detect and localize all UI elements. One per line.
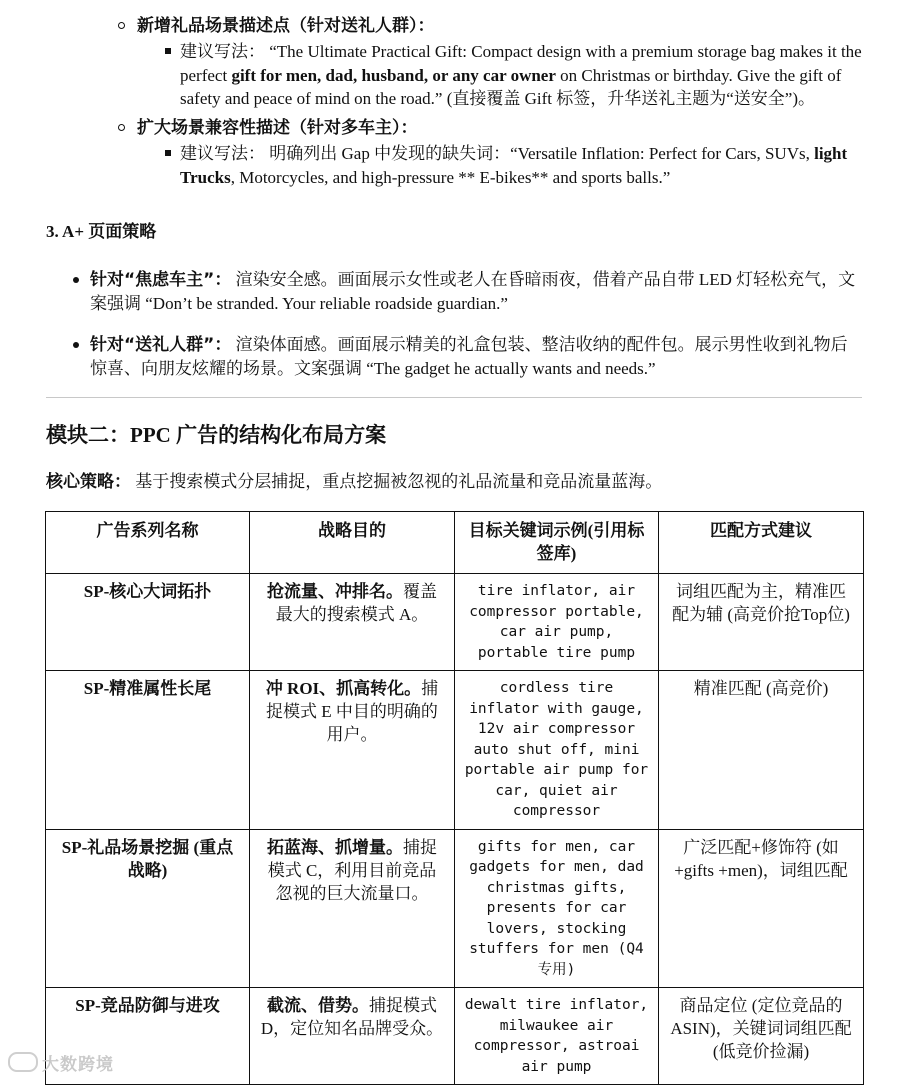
- module-title: 模块二：PPC 广告的结构化布局方案: [46, 423, 387, 447]
- purpose-text: 捕捉模式 C，利用目前竞品忽视的巨大流量口。: [267, 837, 437, 903]
- list-item: [90, 268, 860, 315]
- purpose-cell: [250, 574, 455, 671]
- purpose-text: 覆盖最大的搜索模式 A。: [275, 582, 437, 624]
- gift-scenario-section: [115, 14, 875, 189]
- campaign-name-cell: SP-核心大词拓扑: [46, 574, 250, 671]
- keywords-cell: tire inflator, air compressor portable, car air pump, portable tire pump: [455, 574, 659, 671]
- list-item-title: 扩大场景兼容性描述（针对多车主）：: [137, 118, 418, 138]
- circle-bullet-icon: [118, 22, 125, 29]
- purpose-cell: [250, 988, 455, 1085]
- campaign-name-cell: SP-精准属性长尾: [46, 671, 250, 830]
- keywords-cell: cordless tire inflator with gauge, 12v air compressor auto shut off, mini portable air pump for car, quiet air compressor: [455, 671, 659, 830]
- suggestion-text: on Christmas or birthday. Give the gift of safety and peace of mind on the road.” (直接覆盖 Gift 标签，升华送礼主题为“送安全”)。: [180, 66, 842, 108]
- bullet-bold-label: 针对“焦虑车主”：: [90, 270, 232, 290]
- list-item-title: 新增礼品场景描述点（针对送礼人群）：: [137, 16, 435, 36]
- core-strategy-label: 核心策略：: [46, 472, 131, 492]
- keywords-cell: gifts for men, car gadgets for men, dad christmas gifts, presents for car lovers, stocking stuffers for men (Q4 专用): [455, 829, 659, 988]
- suggestion-bold: gift for men, dad, husband, or any car owner: [231, 66, 556, 85]
- list-item: [90, 333, 860, 380]
- list-item: [115, 14, 875, 110]
- purpose-bold: 抢流量、冲排名。: [267, 582, 403, 601]
- bullet-icon: [73, 277, 79, 283]
- square-bullet-icon: [165, 48, 171, 54]
- purpose-text: 捕捉模式 D，定位知名品牌受众。: [260, 996, 444, 1038]
- list-item: [115, 116, 875, 189]
- list-subitem: [180, 142, 875, 189]
- column-header: 广告系列名称: [46, 512, 250, 574]
- keywords-cell: dewalt tire inflator, milwaukee air compressor, astroai air pump: [455, 988, 659, 1085]
- match-cell: 广泛匹配+修饰符 (如 +gifts +men)，词组匹配: [659, 829, 864, 988]
- watermark: [8, 1052, 114, 1077]
- column-header: 匹配方式建议: [659, 512, 864, 574]
- list-subitem: [180, 40, 875, 110]
- purpose-text: 捕捉模式 E 中目的明确的用户。: [266, 679, 439, 744]
- suggestion-text: 明确列出 Gap 中发现的缺失词：“Versatile Inflation: Perfect for Cars, SUVs,: [265, 144, 815, 163]
- section-divider: [46, 397, 862, 398]
- square-bullet-icon: [165, 150, 171, 156]
- core-strategy-text: 基于搜索模式分层捕捉，重点挖掘被忽视的礼品流量和竞品流量蓝海。: [131, 472, 663, 491]
- aplus-heading: 3. A+ 页面策略: [46, 222, 157, 241]
- table-row: [46, 574, 864, 671]
- column-header: 目标关键词示例(引用标签库): [455, 512, 659, 574]
- table-header-row: [46, 512, 864, 574]
- purpose-bold: 拓蓝海、抓增量。: [267, 837, 403, 857]
- suggestion-text: , Motorcycles, and high-pressure ** E-bikes** and sports balls.”: [230, 168, 671, 187]
- match-cell: 词组匹配为主，精准匹配为辅 (高竞价抢Top位): [659, 574, 864, 671]
- table-row: [46, 829, 864, 988]
- match-cell: 精准匹配 (高竞价): [659, 671, 864, 830]
- match-cell: 商品定位 (定位竞品的 ASIN)，关键词词组匹配 (低竞价捡漏): [659, 988, 864, 1085]
- column-header: 战略目的: [250, 512, 455, 574]
- circle-bullet-icon: [118, 124, 125, 131]
- ppc-structure-table: [45, 511, 864, 1085]
- purpose-cell: [250, 829, 455, 988]
- purpose-cell: [250, 671, 455, 830]
- campaign-name-cell: SP-礼品场景挖掘 (重点战略): [46, 829, 250, 988]
- table-row: [46, 671, 864, 830]
- watermark-logo-icon: [8, 1052, 38, 1072]
- bullet-text: 渲染安全感。画面展示女性或老人在昏暗雨夜，借着产品自带 LED 灯轻松充气，文案强调 “Don’t be stranded. Your reliable roadside guardian.”: [90, 270, 856, 313]
- watermark-text: 大数跨境: [42, 1055, 114, 1075]
- purpose-bold: 冲 ROI、抓高转化。: [265, 679, 422, 698]
- purpose-bold: 截流、借势。: [267, 996, 369, 1015]
- core-strategy: [46, 470, 662, 494]
- bullet-bold-label: 针对“送礼人群”：: [90, 335, 232, 355]
- suggestion-bold: light Trucks: [180, 144, 848, 187]
- suggestion-label: 建议写法：: [180, 42, 265, 62]
- campaign-name-cell: SP-竞品防御与进攻: [46, 988, 250, 1085]
- suggestion-label: 建议写法：: [180, 144, 265, 164]
- suggestion-text: “The Ultimate Practical Gift: Compact design with a premium storage bag makes it the perfect: [180, 42, 862, 85]
- bullet-text: 渲染体面感。画面展示精美的礼盒包装、整洁收纳的配件包。展示男性收到礼物后惊喜、向朋友炫耀的场景。文案强调 “The gadget he actually wants and needs.”: [90, 335, 848, 378]
- table-row: [46, 988, 864, 1085]
- bullet-icon: [73, 342, 79, 348]
